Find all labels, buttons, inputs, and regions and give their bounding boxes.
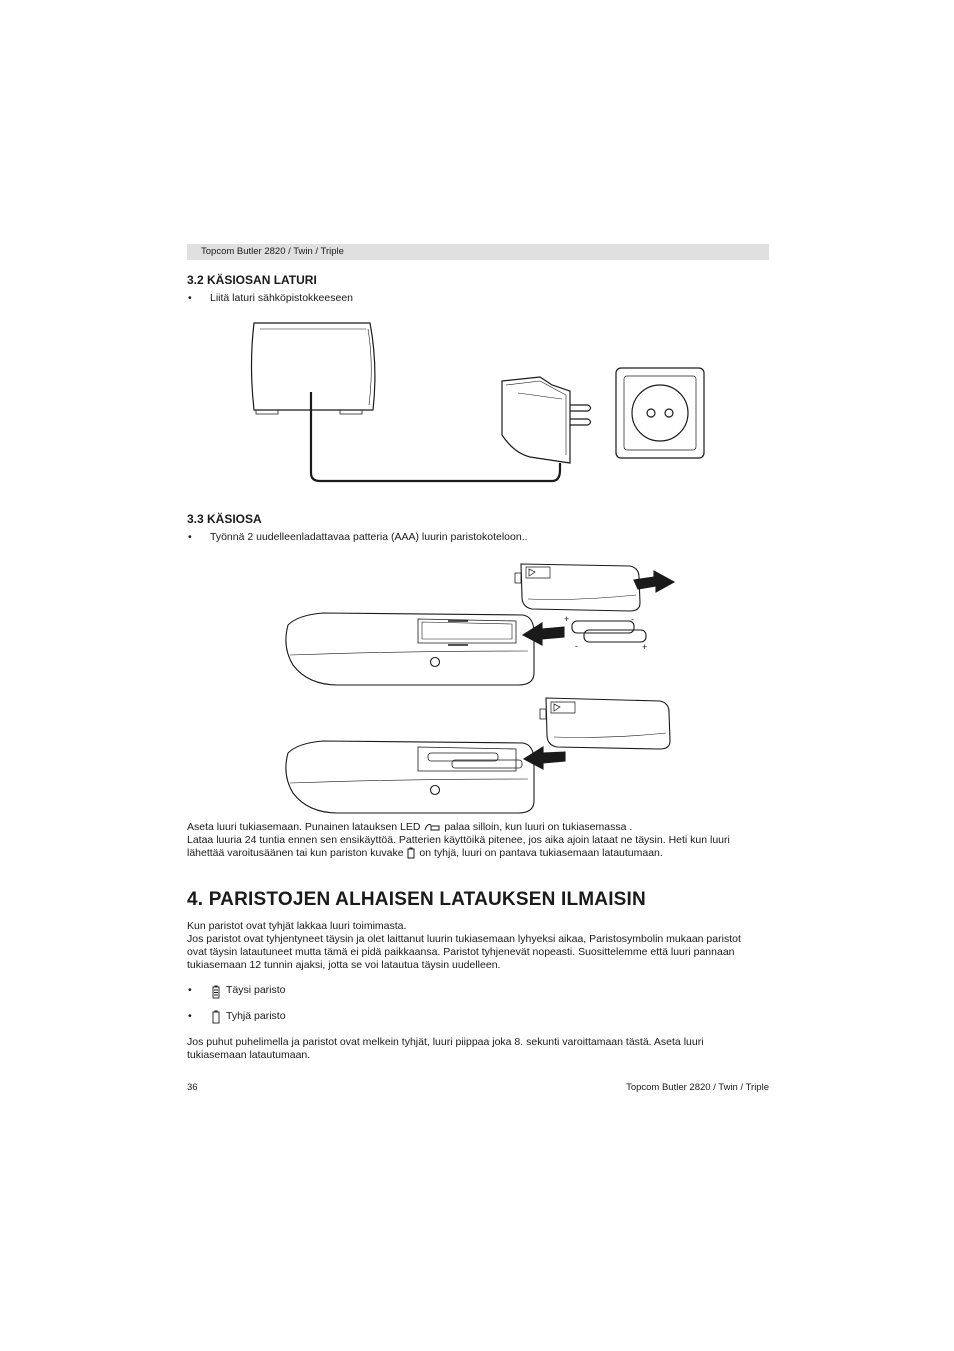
bullet-text-3-2: Liitä laturi sähköpistokkeeseen — [210, 292, 354, 304]
power-adapter — [502, 377, 570, 463]
warning-text-a: lähettää varoitusäänen tai kun pariston kuvake — [187, 847, 404, 859]
footer-title: Topcom Butler 2820 / Twin / Triple — [626, 1082, 769, 1093]
arrow-icon — [523, 623, 564, 645]
plus-sign: + — [564, 614, 570, 624]
handset-closed — [286, 741, 534, 813]
bullet-icon: • — [188, 531, 192, 543]
paragraph-4-line1: Kun paristot ovat tyhjät lakkaa luuri toimimasta. — [187, 920, 407, 932]
page-header — [187, 244, 769, 260]
bullet-icon: • — [188, 1010, 192, 1022]
base-station — [252, 323, 375, 410]
paragraph-4-line4: tukiasemaan 12 tunnin ajaksi, jotta se voi latautua täysin uudelleen. — [187, 959, 501, 971]
heading-3-2: 3.2 KÄSIOSAN LATURI — [187, 273, 317, 287]
paragraph-4-line5: Jos puhut puhelimella ja paristot ovat melkein tyhjät, luuri piippaa joka 8. sekunti varoittamaan tästä. Aseta luuri — [187, 1036, 704, 1048]
paragraph-led — [187, 821, 632, 834]
paragraph-4-line2: Jos paristot ovat tyhjentyneet täysin ja olet laittanut luurin tukiasemaan lyhyeksi aikaa, Paristosymbolin mukaan paristot — [187, 933, 741, 945]
bullet-full-text: Täysi paristo — [226, 984, 286, 996]
bullet-icon: • — [188, 984, 192, 996]
minus-sign: - — [631, 614, 634, 624]
bullet-text-3-3: Työnnä 2 uudelleenladattavaa patteria (AAA) luurin paristokoteloon.. — [210, 531, 528, 543]
arrow-icon — [634, 571, 674, 592]
paragraph-charge: Lataa luuria 24 tuntia ennen sen ensikäyttöä. Patterien käyttöikä pitenee, jos aika ajoin lataat ne täysin. Heti kun luuri — [187, 834, 730, 846]
battery-insertion-illustration — [278, 555, 678, 815]
heading-3-3: 3.3 KÄSIOSA — [187, 512, 262, 526]
charger-cable — [311, 392, 560, 481]
battery-cover — [546, 698, 670, 749]
battery-empty-icon — [406, 847, 416, 859]
paragraph-4-line3: ovat täysin latautuneet mutta tämä ei pidä paikkaansa. Paristot tyhjenevät nopeasti. Suosittelemme että luuri pannaan — [187, 946, 735, 958]
arrow-icon — [524, 747, 565, 769]
bullet-empty-text: Tyhjä paristo — [226, 1010, 286, 1022]
battery-full-icon — [211, 984, 222, 1000]
plus-sign: + — [642, 642, 648, 652]
battery-aaa — [584, 630, 646, 642]
heading-4: 4. PARISTOJEN ALHAISEN LATAUKSEN ILMAISIN — [187, 889, 646, 910]
battery-cover — [521, 564, 640, 611]
led-text-b: palaa silloin, kun luuri on tukiasemassa . — [444, 821, 633, 833]
minus-sign: - — [575, 641, 578, 651]
bullet-icon: • — [188, 292, 192, 304]
battery-empty-icon — [211, 1009, 222, 1025]
wall-socket — [616, 368, 704, 458]
header-title: Topcom Butler 2820 / Twin / Triple — [201, 246, 344, 257]
warning-text-b: on tyhjä, luuri on pantava tukiasemaan latautumaan. — [419, 847, 663, 859]
paragraph-warning — [187, 847, 663, 860]
charger-illustration — [240, 315, 720, 490]
page-number: 36 — [187, 1082, 198, 1093]
battery-aaa — [572, 621, 634, 633]
led-text-a: Aseta luuri tukiasemaan. Punainen latauksen LED — [187, 821, 421, 833]
paragraph-4-line6: tukiasemaan latautumaan. — [187, 1049, 311, 1061]
charging-led-icon — [423, 822, 441, 832]
